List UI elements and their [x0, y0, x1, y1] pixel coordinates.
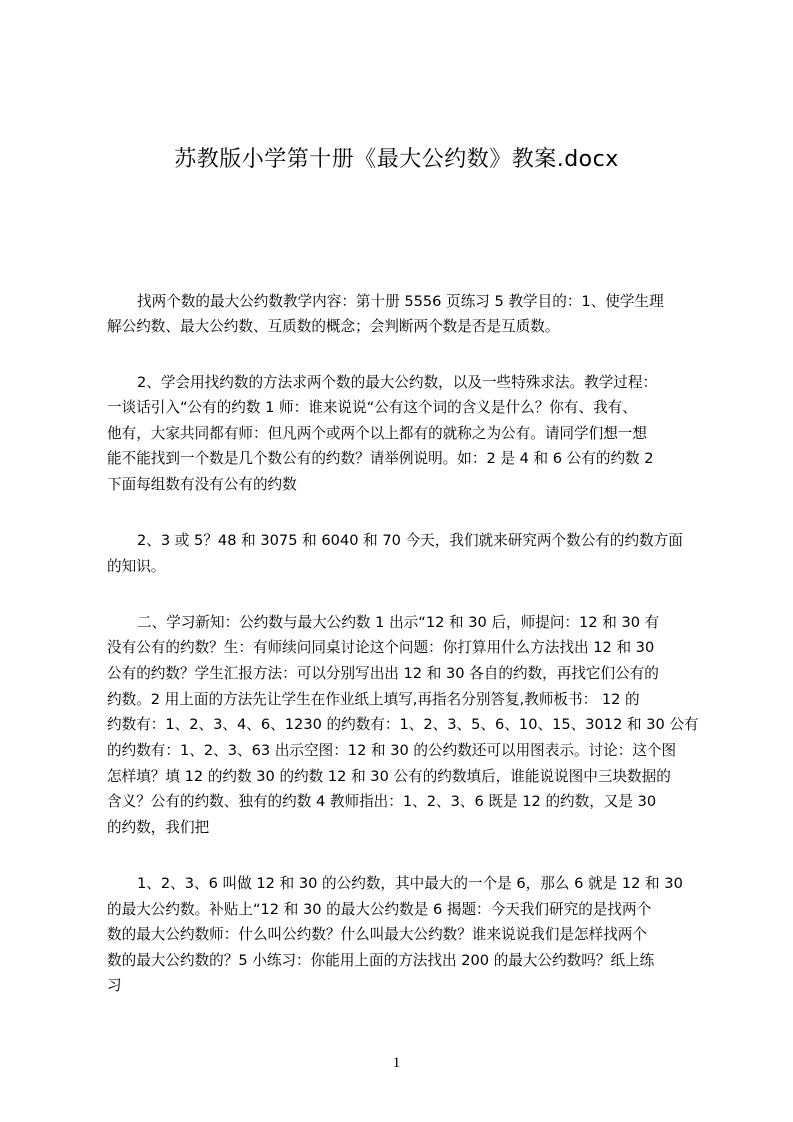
paragraph-1-line-2: 解公约数、最大公约数、互质数的概念；会判断两个数是否是互质数。	[107, 318, 560, 335]
paragraph-3-line-2: 的知识。	[107, 558, 166, 575]
paragraph-5-line-5: 习	[107, 977, 122, 994]
paragraph-5-line-3: 数的最大公约数师：什么叫公约数？什么叫最大公约数？谁来说说我们是怎样找两个	[107, 926, 647, 943]
paragraph-4-line-4: 约数。2 用上面的方法先让学生在作业纸上填写,再指名分别答复,教师板书： 12 的	[107, 691, 640, 708]
paragraph-4-line-3: 公有的约数？学生汇报方法：可以分别写出出 12 和 30 各自的约数，再找它们公有的	[107, 665, 659, 682]
paragraph-2-line-2: 一谈话引入“公有的约数 1 师：谁来说说“公有这个词的含义是什么？你有、我有、	[107, 399, 637, 416]
paragraph-1-line-1: 找两个数的最大公约数教学内容：第十册 5556 页练习 5 教学目的：1、使学生理	[137, 293, 664, 310]
paragraph-5-line-4: 数的最大公约数的？5 小练习：你能用上面的方法找出 200 的最大公约数吗？纸上练	[107, 952, 655, 969]
document-title: 苏教版小学第十册《最大公约数》教案.docx	[174, 147, 619, 172]
paragraph-4-line-5: 约数有：1、2、3、4、6、1230 的约数有：1、2、3、5、6、10、15、3012 和 30 公有	[107, 716, 699, 733]
page-number: 1	[392, 1055, 401, 1071]
paragraph-3-line-1: 2、3 或 5？48 和 3075 和 6040 和 70 今天，我们就来研究两个数公有的约数方面	[137, 532, 683, 549]
paragraph-2-line-5: 下面每组数有没有公有的约数	[107, 476, 297, 493]
paragraph-4-line-9: 的约数，我们把	[107, 819, 210, 836]
paragraph-2-line-4: 能不能找到一个数是几个数公有的约数？请举例说明。如：2 是 4 和 6 公有的约数 2	[107, 450, 654, 467]
paragraph-2-line-1: 2、学会用找约数的方法求两个数的最大公约数，以及一些特殊求法。教学过程：	[137, 374, 658, 391]
document-body	[107, 0, 700, 1122]
paragraph-4-line-6: 的约数有：1、2、3、63 出示空图：12 和 30 的公约数还可以用图表示。讨论：这个图	[107, 742, 677, 759]
paragraph-5-line-2: 的最大公约数。补贴上“12 和 30 的最大公约数是 6 揭题：今天我们研究的是找两个	[107, 901, 652, 918]
paragraph-4-line-2: 没有公有的约数？生：有师续问同桌讨论这个问题：你打算用什么方法找出 12 和 30	[107, 639, 655, 656]
paragraph-4-line-1: 二、学习新知：公约数与最大公约数 1 出示“12 和 30 后，师提问：12 和 30 有	[137, 614, 660, 631]
paragraph-4-line-7: 怎样填？填 12 的约数 30 的约数 12 和 30 公有的约数填后，谁能说说图中三块数据的	[107, 768, 671, 785]
paragraph-4-line-8: 含义？公有的约数、独有的约数 4 教师指出：1、2、3、6 既是 12 的约数，又是 30	[107, 793, 657, 810]
paragraph-5-line-1: 1、2、3、6 叫做 12 和 30 的公约数，其中最大的一个是 6，那么 6 就是 12 和 30	[137, 875, 683, 892]
paragraph-2-line-3: 他有，大家共同都有师：但凡两个或两个以上都有的就称之为公有。请同学们想一想	[107, 425, 647, 442]
